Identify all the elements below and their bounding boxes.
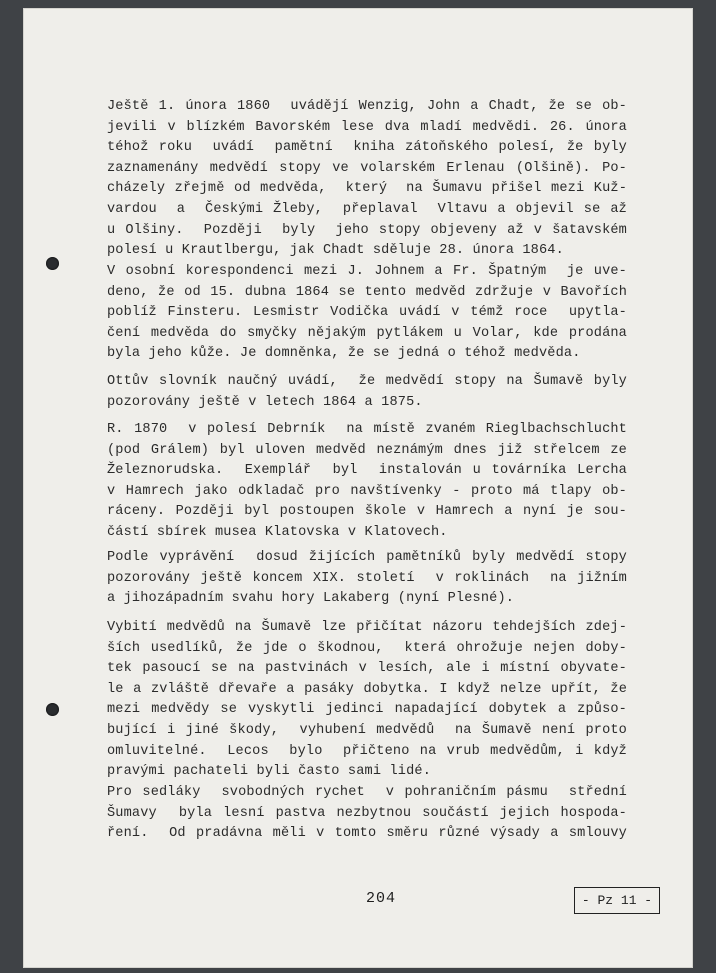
text-line: Ottův slovník naučný uvádí, že medvědí stopy na Šumavě byly [107,374,627,389]
text-line: částí sbírek musea Klatovska v Klatovech. [107,524,448,540]
paragraph-7 [107,783,627,845]
text-line: vardou a Českými Žleby, přeplaval Vltavu a objevil se až [107,201,627,217]
text-line: R. 1870 v polesí Debrník na místě zvaném Rieglbachschlucht [107,422,627,437]
page-number: 204 [366,890,397,907]
text-line: čení medvěda do smyčky nějakým pytlákem u Volar, kde prodána [107,325,627,341]
text-line: mezi medvědy se vyskytli jedinci napadající dobytek a způso- [107,702,627,718]
text-line: a jihozápadním svahu hory Lakaberg (nyní Plesné). [107,591,515,607]
text-line: Železnorudska. Exemplář byl instalován u továrníka Lercha [107,463,627,479]
text-line: tek pasoucí se na pastvinách v lesích, ale i místní obyvate- [107,661,627,677]
text-line: jevili v blízkém Bavorském lese dva mladí medvědi. 26. února [107,119,627,135]
text-line: zaznamenány medvědí stopy ve volarském Erlenau (Olšině). Po- [107,160,627,176]
text-line: pozorovány ještě koncem XIX. století v roklinách na jižním [107,570,627,586]
text-line: deno, že od 15. dubna 1864 se tento medvěd zdržuje v Bavořích [107,284,627,300]
paragraph-4 [107,420,627,544]
text-line: ších usedlíků, že jde o škodnou, která ohrožuje nejen doby- [107,640,627,656]
text-line: Pro sedláky svobodných rychet v pohraničním pásmu střední [107,785,627,800]
text-line: ráceny. Později byl postoupen škole v Hamrech a nyní je sou- [107,504,627,520]
text-line: V osobní korespondenci mezi J. Johnem a Fr. Špatným je uve- [107,264,627,279]
text-line: u Olšiny. Později byly jeho stopy objeveny až v šatavském [107,222,627,238]
text-line: poblíž Finsteru. Lesmistr Vodička uvádí v témž roce upytla- [107,305,627,321]
text-line: polesí u Krautlbergu, jak Chadt sděluje 28. února 1864. [107,243,564,259]
paragraph-2 [107,262,627,365]
text-line: Ještě 1. února 1860 uvádějí Wenzig, John a Chadt, že se ob- [107,99,627,114]
punch-hole-top [46,257,59,270]
text-line: bující i jiné škody, vyhubení medvědů na Šumavě není proto [107,722,627,738]
text-line: Vybití medvědů na Šumavě lze přičítat názoru tehdejších zdej- [107,620,627,635]
text-line: pravými pachateli byli často sami lidé. [107,764,431,780]
punch-hole-bottom [46,703,59,716]
text-line: omluvitelné. Lecos bylo přičteno na vrub medvědům, i když [107,743,627,759]
text-line: Podle vyprávění dosud žijících pamětníků byly medvědí stopy [107,550,627,565]
text-line: pozorovány ještě v letech 1864 a 1875. [107,394,423,410]
document-code-box: - Pz 11 - [574,887,660,914]
text-line: (pod Grálem) byl uloven medvěd neznámým dnes již střelcem ze [107,442,627,458]
text-line: téhož roku uvádí pamětní kniha zátoňského polesí, že byly [107,140,627,156]
paragraph-6 [107,618,627,783]
text-line: le a zvláště dřevaře a pasáky dobytka. I když nelze upřít, že [107,681,627,697]
paper-sheet [23,8,693,968]
paragraph-3 [107,372,627,413]
text-line: cházely zřejmě od medvěda, který na Šumavu přišel mezi Kuž- [107,181,627,197]
text-line: ření. Od pradávna měli v tomto směru různé výsady a smlouvy [107,826,627,842]
text-line: Šumavy byla lesní pastva nezbytnou součástí jejich hospoda- [107,805,627,821]
text-line: byla jeho kůže. Je domněnka, že se jedná o téhož medvěda. [107,346,581,362]
text-line: v Hamrech jako odkladač pro navštívenky - proto má tlapy ob- [107,483,627,499]
paragraph-1 [107,97,627,262]
paragraph-5 [107,548,627,610]
